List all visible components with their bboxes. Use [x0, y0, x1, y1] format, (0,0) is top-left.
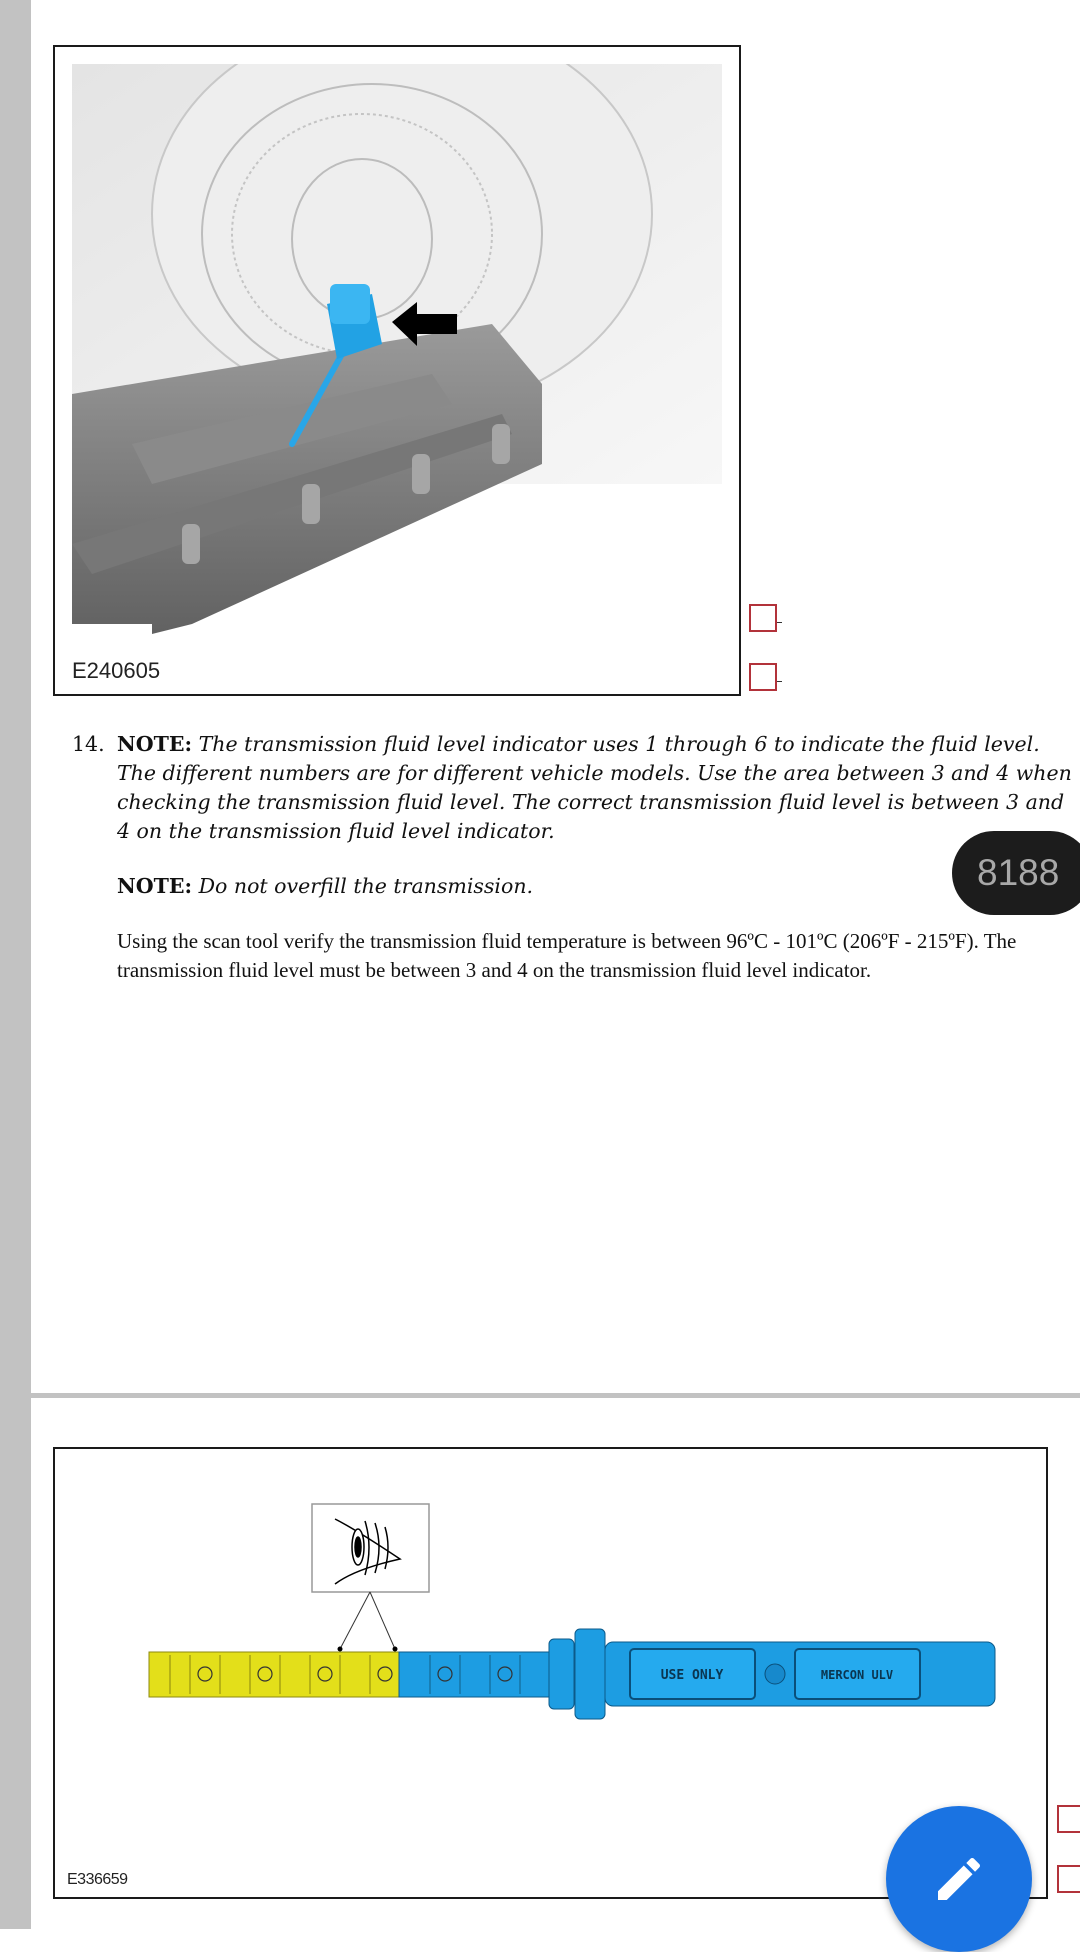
figure-id: E240605 — [72, 658, 161, 683]
step-number: 14. — [72, 732, 105, 756]
edit-fab-button[interactable] — [886, 1806, 1032, 1952]
use-only-label: USE ONLY — [660, 1668, 724, 1683]
procedure-step-14 — [72, 730, 1080, 1011]
callout-box[interactable] — [1057, 1865, 1080, 1893]
note-label: NOTE: — [117, 732, 193, 756]
page-number-badge: 8188 — [952, 831, 1080, 915]
figure-fluid-level-indicator — [53, 1447, 1048, 1899]
callout-box[interactable] — [749, 663, 777, 691]
page-separator — [31, 1393, 1080, 1398]
left-margin-rail — [0, 0, 31, 1929]
transmission-illustration — [72, 64, 722, 654]
figure-transmission-indicator-location — [53, 45, 741, 696]
step-instruction: Using the scan tool verify the transmission fluid temperature is between 96ºC - 101ºC (206ºF - 215ºF). The transmission fluid level must be between 3 and 4 on the transmission fluid level indicator. — [117, 929, 1017, 982]
mercon-ulv-label: MERCON ULV — [820, 1668, 894, 1682]
note-label: NOTE: — [117, 874, 193, 898]
note-text: Do not overfill the transmission. — [198, 874, 534, 898]
pencil-icon — [931, 1851, 987, 1907]
callout-box[interactable] — [1057, 1805, 1080, 1833]
figure-id: E336659 — [67, 1871, 128, 1888]
fluid-level-indicator-illustration — [55, 1499, 1045, 1799]
callout-box[interactable] — [749, 604, 777, 632]
note-text: The transmission fluid level indicator uses 1 through 6 to indicate the fluid level. The different numbers are for different vehicle models. Use the area between 3 and 4 when checking the transmission fluid level. The correct transmission fluid level is between 3 and 4 on the transmission fluid level indicator. — [117, 732, 1072, 843]
